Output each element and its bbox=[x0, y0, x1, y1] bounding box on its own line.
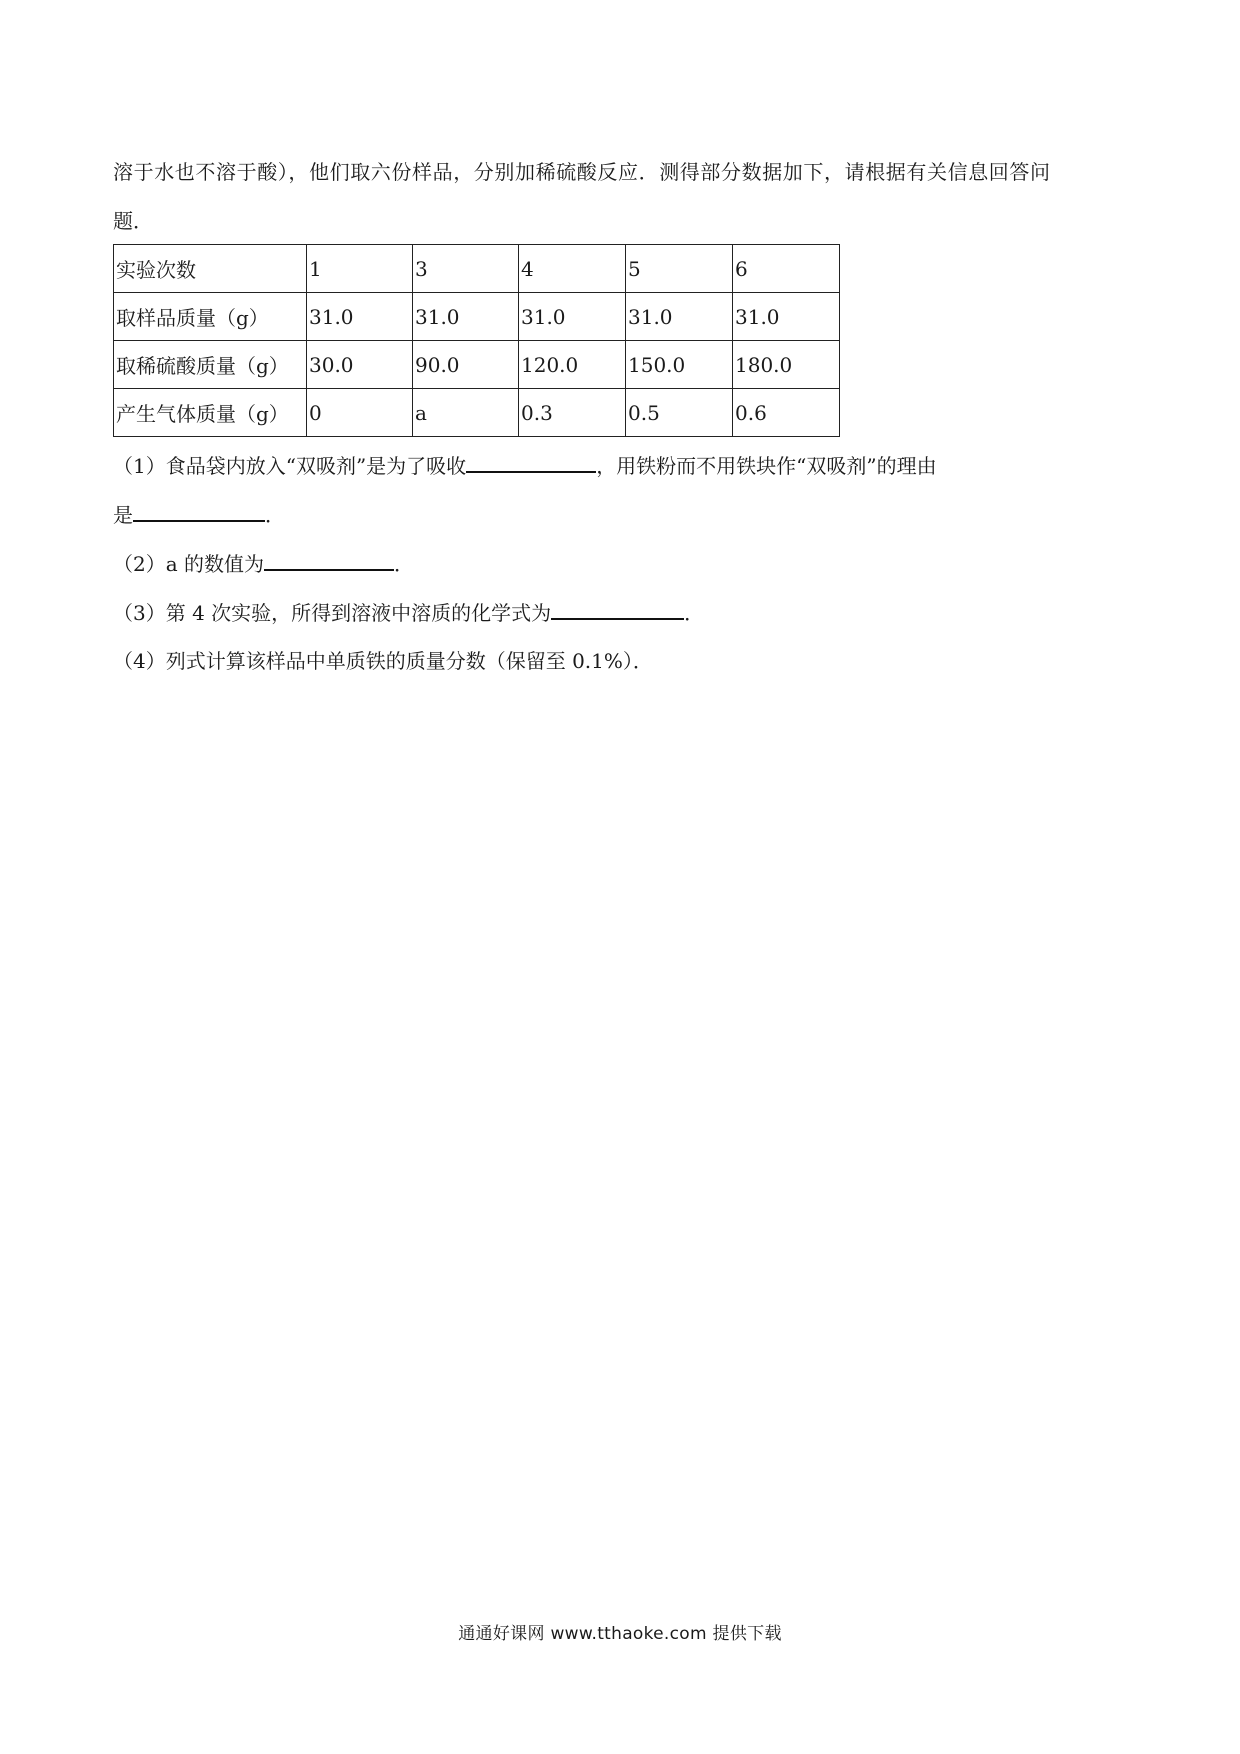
question-1-line-1 bbox=[113, 451, 937, 480]
table-cell: 150.0 bbox=[626, 341, 733, 389]
table-cell: 5 bbox=[626, 245, 733, 293]
table-cell: 31.0 bbox=[733, 293, 840, 341]
question-punct: ． bbox=[265, 503, 285, 527]
table-cell: 31.0 bbox=[519, 293, 626, 341]
question-text: 是 bbox=[113, 503, 133, 527]
question-text: （2）a 的数值为 bbox=[113, 552, 265, 576]
question-1-line-2 bbox=[113, 500, 285, 529]
table-cell: 90.0 bbox=[413, 341, 519, 389]
intro-text-line-1: 溶于水也不溶于酸），他们取六份样品，分别加稀硫酸反应．测得部分数据加下，请根据有关信息回答问 bbox=[113, 160, 1051, 184]
table-row bbox=[114, 245, 840, 293]
table-row bbox=[114, 389, 840, 437]
table-cell: 1 bbox=[307, 245, 413, 293]
table-cell: 0.6 bbox=[733, 389, 840, 437]
question-punct: ． bbox=[394, 552, 415, 576]
question-text: （3）第 4 次实验，所得到溶液中溶质的化学式为 bbox=[113, 601, 552, 625]
question-text: （1）食品袋内放入“双吸剂”是为了吸收 bbox=[113, 454, 467, 478]
table-cell: 0.3 bbox=[519, 389, 626, 437]
page-footer: 通通好课网 www.tthaoke.com 提供下载 bbox=[458, 1624, 782, 1644]
question-punct: ． bbox=[684, 601, 705, 625]
table-cell: 31.0 bbox=[413, 293, 519, 341]
experiment-data-table bbox=[113, 244, 840, 437]
row-label: 取稀硫酸质量（g） bbox=[114, 341, 307, 389]
answer-blank[interactable] bbox=[133, 500, 265, 522]
question-text: ，用铁粉而不用铁块作“双吸剂”的理由 bbox=[596, 454, 937, 478]
table-cell: 4 bbox=[519, 245, 626, 293]
row-label: 产生气体质量（g） bbox=[114, 389, 307, 437]
answer-blank[interactable] bbox=[466, 451, 596, 473]
question-2 bbox=[113, 549, 414, 578]
table-cell: 30.0 bbox=[307, 341, 413, 389]
table-cell: a bbox=[413, 389, 519, 437]
table-row bbox=[114, 293, 840, 341]
intro-text-line-2: 题． bbox=[113, 209, 153, 233]
answer-blank[interactable] bbox=[264, 549, 394, 571]
table-cell: 6 bbox=[733, 245, 840, 293]
answer-blank[interactable] bbox=[551, 598, 684, 620]
table-cell: 31.0 bbox=[307, 293, 413, 341]
question-4: （4）列式计算该样品中单质铁的质量分数（保留至 0.1%）． bbox=[113, 649, 653, 673]
table-cell: 0.5 bbox=[626, 389, 733, 437]
table-cell: 120.0 bbox=[519, 341, 626, 389]
question-3 bbox=[113, 598, 704, 627]
row-label: 实验次数 bbox=[114, 245, 307, 293]
table-row bbox=[114, 341, 840, 389]
table-cell: 31.0 bbox=[626, 293, 733, 341]
row-label: 取样品质量（g） bbox=[114, 293, 307, 341]
table-cell: 180.0 bbox=[733, 341, 840, 389]
table-cell: 0 bbox=[307, 389, 413, 437]
table-cell: 3 bbox=[413, 245, 519, 293]
